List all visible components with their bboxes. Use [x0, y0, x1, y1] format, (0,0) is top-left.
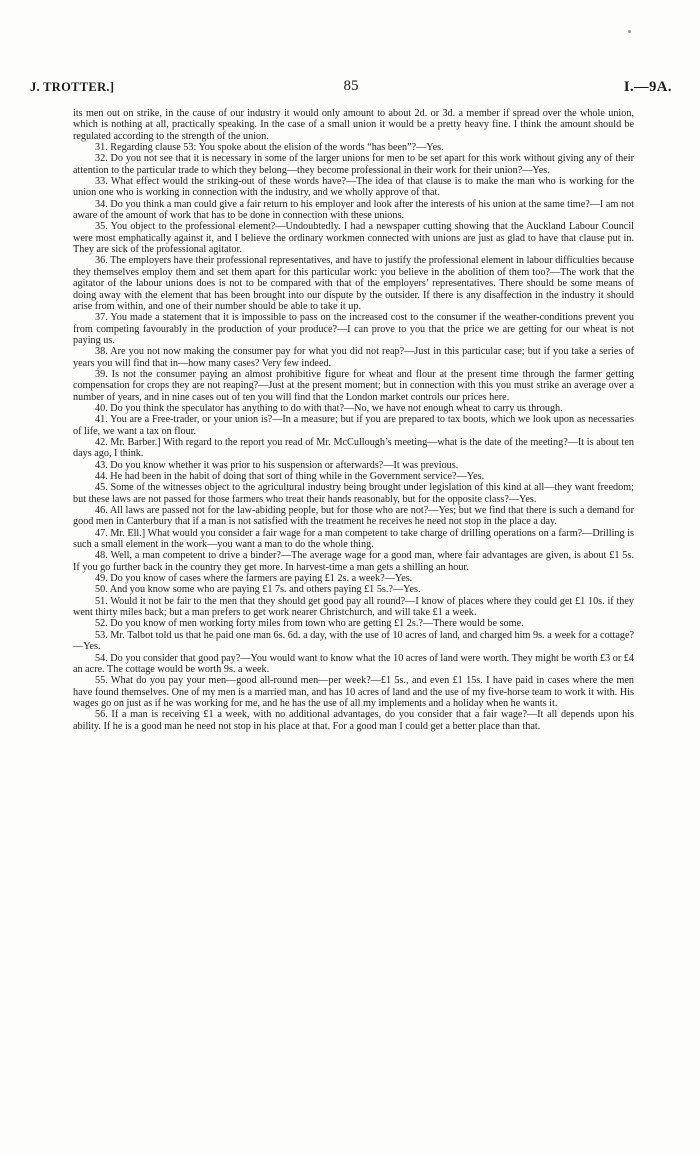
question-40: 40. Do you think the speculator has anything to do with that?—No, we have not enough wheat to carry us through.: [95, 402, 563, 414]
page-header: [30, 78, 672, 98]
paragraph-continued: its men out on strike, in the cause of our industry it would only amount to about 2d. or 3d. a member if spread over the whole union, which is nothing at all, practically speaking. In the case of a small union it would be a pretty heavy fine. I think the amount should be regulated according to the strength of the union.: [73, 108, 634, 142]
question-53: 53. Mr. Talbot told us that he paid one man 6s. 6d. a day, with the use of 10 acres of land, and charged him 9s. a week for a cottage?—Yes.: [73, 629, 634, 653]
question-31: 31. Regarding clause 53: You spoke about the elision of the words “has been”?—Yes.: [95, 142, 444, 154]
question-39: 39. Is not the consumer paying an almost prohibitive figure for wheat and flour at the present time through the farmer getting compensation for crops they are not reaping?—Just at the present moment; but in connection with this you must strike an average over a number of years, and in nine cases out of ten you will find that the London market controls our prices here.: [73, 368, 634, 403]
question-35: 35. You object to the professional element?—Undoubtedly. I had a newspaper cutting showing that the Auckland Labour Council were most emphatically against it, and I believe the ordinary workmen connected with unions are just as glad to have that clause put in. They are sick of the professional agitator.: [73, 221, 634, 256]
question-48: 48. Well, a man competent to drive a binder?—The average wage for a good man, where fair advantages are given, is about £1 5s. If you go further back in the country they get more. In harvest-time a man gets a shilling an hour.: [73, 550, 634, 573]
question-45: 45. Some of the witnesses object to the agricultural industry being brought under legislation of this kind at all—they want freedom; but these laws are not passed for those farmers who treat their hands reasonably, but for the opposite class?—Yes.: [73, 482, 634, 505]
question-44: 44. He had been in the habit of doing that sort of thing while in the Government service?—Yes.: [95, 471, 485, 482]
question-52: 52. Do you know of men working forty miles from town who are getting £1 2s.?—There would be some.: [95, 618, 524, 630]
question-43: 43. Do you know whether it was prior to his suspension or afterwards?—It was previous.: [95, 459, 459, 471]
question-50: 50. And you know some who are paying £1 7s. and others paying £1 5s.?—Yes.: [95, 584, 421, 596]
question-36: 36. The employers have their professional representatives, and have to justify the professional element in labour difficulties because they themselves employ them and set them apart for this particular work: you believe in the abolition of them too?—The work that the agitator of the labour unions does is not to be compared with that of the employers’ representatives. There should be some means of doing away with the element that has been brought into our dispute by the outsider. If there is any disaffection in the industry it should arise from within, and one of their number should be able to take it up.: [73, 255, 634, 312]
question-49: 49. Do you know of cases where the farmers are paying £1 2s. a week?—Yes.: [95, 573, 413, 585]
question-47: 47. Mr. Ell.] What would you consider a fair wage for a man competent to take charge of drilling operations on a farm?—Drilling is such a small element in the work—you want a man to do the whole thing.: [73, 527, 634, 551]
question-37: 37. You made a statement that it is impossible to pass on the increased cost to the consumer if the weather-conditions prevent you from competing favourably in the production of your produce?—I can prove to you that the price we are getting for our wheat is not paying us.: [73, 312, 634, 346]
question-51: 51. Would it not be fair to the men that they should get good pay all round?—I know of places where they could get £1 10s. if they went thirty miles back; but a man prefers to get work nearer Christchurch, and will take £1 a week.: [73, 595, 634, 619]
header-witness-name: J. TROTTER.]: [30, 80, 115, 94]
testimony-body: [73, 108, 634, 732]
document-reference: I.—9A.: [623, 79, 672, 95]
question-33: 33. What effect would the striking-out of these words have?—The idea of that clause is to make the man who is working for the union one who is working in connection with the industry, and we wholly approve of that.: [73, 176, 634, 199]
question-54: 54. Do you consider that good pay?—You would want to know what the 10 acres of land were worth. They might be worth £3 or £4 an acre. The cottage would be worth 9s. a week.: [73, 652, 634, 675]
question-46: 46. All laws are passed not for the law-abiding people, but for those who are not?—Yes; but we find that there is such a demand for good men in Canterbury that if a man is not satisfied with the treatment he receives he need not stop in the place a day.: [73, 505, 634, 528]
question-38: 38. Are you not now making the consumer pay for what you did not reap?—Just in this particular case; but if you take a series of years you will find that in—how many cases? Very few indeed.: [73, 346, 634, 369]
page-number: 85: [343, 78, 359, 94]
question-34: 34. Do you think a man could give a fair return to his employer and look after the interests of his union at the same time?—I am not aware of the amount of work that has to be done in connection with these unions.: [73, 198, 634, 222]
scan-speck: [628, 30, 631, 33]
question-55: 55. What do you pay your men—good all-round men—per week?—£1 5s., and even £1 15s. I have paid in cases where the men have found themselves. One of my men is a married man, and has 10 acres of land and the use of my five-horse team to work it with. His wages go on just as if he was working for me, and he has the use of all my implements and a holiday when he wants it.: [73, 675, 634, 709]
question-56: 56. If a man is receiving £1 a week, with no additional advantages, do you consider that a fair wage?—It all depends upon his ability. If he is a good man he need not stop in his place at that. For a good man I could get a better place than that.: [73, 709, 634, 732]
question-41: 41. You are a Free-trader, or your union is?—In a measure; but if you are prepared to tax boots, which we look upon as necessaries of life, we want a tax on flour.: [73, 414, 634, 437]
question-42: 42. Mr. Barber.] With regard to the report you read of Mr. McCullough’s meeting—what is the date of the meeting?—It is about ten days ago, I think.: [73, 436, 634, 460]
question-32: 32. Do you not see that it is necessary in some of the larger unions for men to be set apart for this work without giving any of their attention to the particular trade to which they belong—they become professional in their work for their union?—Yes.: [73, 153, 634, 176]
